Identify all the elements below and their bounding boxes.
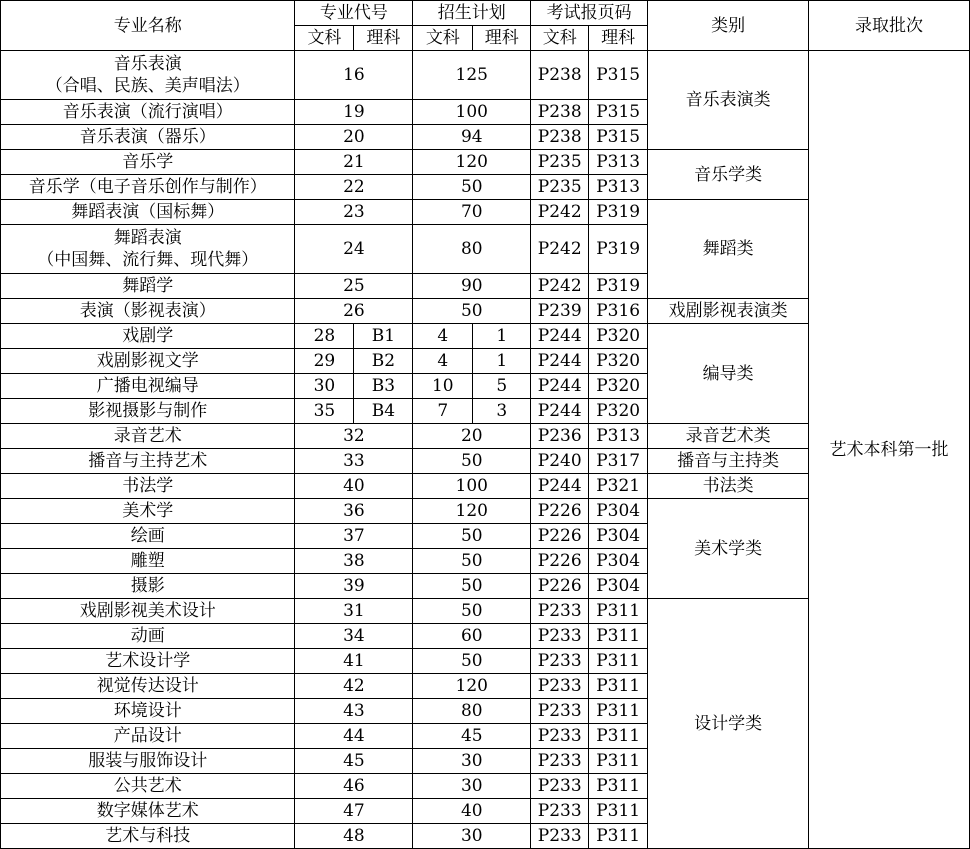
major-name-cell xyxy=(1,200,295,225)
page-li-cell: P317 xyxy=(589,449,648,474)
header-major-name: 专业名称 xyxy=(1,1,295,51)
code-cell: 23 xyxy=(295,200,413,225)
major-name-cell xyxy=(1,150,295,175)
page-wen-cell: P239 xyxy=(531,299,589,324)
major-name-cell xyxy=(1,175,295,200)
major-name: 音乐学 xyxy=(122,152,174,172)
plan-li-cell: 1 xyxy=(473,349,531,374)
page-wen-cell: P226 xyxy=(531,574,589,599)
code-cell: 46 xyxy=(295,774,413,799)
page-li-cell: P320 xyxy=(589,324,648,349)
category-cell: 编导类 xyxy=(648,324,809,424)
header-plan-wen: 文科 xyxy=(413,26,473,51)
code-cell: 47 xyxy=(295,799,413,824)
major-name-cell xyxy=(1,299,295,324)
plan-cell: 45 xyxy=(413,724,531,749)
code-li-cell: B2 xyxy=(354,349,413,374)
plan-cell: 90 xyxy=(413,274,531,299)
code-cell: 21 xyxy=(295,150,413,175)
page-wen-cell: P244 xyxy=(531,324,589,349)
major-name-cell xyxy=(1,599,295,624)
major-name: 公共艺术 xyxy=(113,776,182,796)
plan-cell: 50 xyxy=(413,299,531,324)
major-name: 音乐表演 xyxy=(113,54,182,74)
major-name: 表演（影视表演） xyxy=(79,301,216,321)
plan-cell: 70 xyxy=(413,200,531,225)
major-name-cell xyxy=(1,51,295,100)
major-name-cell xyxy=(1,799,295,824)
major-name: 音乐表演（流行演唱） xyxy=(62,102,233,122)
code-cell: 39 xyxy=(295,574,413,599)
plan-cell: 100 xyxy=(413,100,531,125)
plan-cell: 50 xyxy=(413,449,531,474)
major-name: 音乐表演（器乐） xyxy=(79,127,216,147)
page-li-cell: P311 xyxy=(589,674,648,699)
major-name: 舞蹈表演 xyxy=(113,228,182,248)
major-name: 舞蹈表演（国标舞） xyxy=(71,202,225,222)
page-li-cell: P313 xyxy=(589,175,648,200)
plan-cell: 30 xyxy=(413,774,531,799)
major-name-cell xyxy=(1,749,295,774)
page-wen-cell: P238 xyxy=(531,100,589,125)
header-plan-li: 理科 xyxy=(473,26,531,51)
plan-cell: 80 xyxy=(413,699,531,724)
plan-wen-cell: 7 xyxy=(413,399,473,424)
code-cell: 34 xyxy=(295,624,413,649)
category-cell: 音乐表演类 xyxy=(648,51,809,150)
major-name: 摄影 xyxy=(130,576,165,596)
major-name-cell xyxy=(1,499,295,524)
page-li-cell: P315 xyxy=(589,100,648,125)
page-li-cell: P311 xyxy=(589,699,648,724)
page-li-cell: P311 xyxy=(589,824,648,849)
code-cell: 19 xyxy=(295,100,413,125)
plan-cell: 20 xyxy=(413,424,531,449)
major-name: 产品设计 xyxy=(113,726,182,746)
page-li-cell: P311 xyxy=(589,799,648,824)
major-name-cell xyxy=(1,674,295,699)
code-wen-cell: 28 xyxy=(295,324,354,349)
code-li-cell: B3 xyxy=(354,374,413,399)
code-li-cell: B1 xyxy=(354,324,413,349)
page-li-cell: P311 xyxy=(589,774,648,799)
plan-cell: 50 xyxy=(413,649,531,674)
code-cell: 24 xyxy=(295,225,413,274)
page-wen-cell: P235 xyxy=(531,175,589,200)
plan-cell: 50 xyxy=(413,549,531,574)
major-name: 录音艺术 xyxy=(113,426,182,446)
major-name-cell xyxy=(1,724,295,749)
page-wen-cell: P233 xyxy=(531,674,589,699)
major-name-detail: （中国舞、流行舞、现代舞） xyxy=(37,250,259,270)
major-name: 音乐学（电子音乐创作与制作） xyxy=(28,177,267,197)
plan-cell: 30 xyxy=(413,824,531,849)
major-name-cell xyxy=(1,774,295,799)
major-name-cell xyxy=(1,100,295,125)
plan-cell: 50 xyxy=(413,574,531,599)
header-page-wen: 文科 xyxy=(531,26,589,51)
page-li-cell: P304 xyxy=(589,549,648,574)
page-li-cell: P316 xyxy=(589,299,648,324)
page-wen-cell: P233 xyxy=(531,799,589,824)
code-cell: 43 xyxy=(295,699,413,724)
code-wen-cell: 29 xyxy=(295,349,354,374)
page-li-cell: P311 xyxy=(589,649,648,674)
page-wen-cell: P236 xyxy=(531,424,589,449)
code-cell: 25 xyxy=(295,274,413,299)
major-name-cell xyxy=(1,324,295,349)
table-row xyxy=(1,51,970,100)
major-name: 动画 xyxy=(130,626,165,646)
code-cell: 26 xyxy=(295,299,413,324)
category-cell: 录音艺术类 xyxy=(648,424,809,449)
header-major-code: 专业代号 xyxy=(295,1,413,26)
major-name-cell xyxy=(1,449,295,474)
page-wen-cell: P233 xyxy=(531,749,589,774)
major-name-detail: （合唱、民族、美声唱法） xyxy=(45,76,250,96)
plan-cell: 30 xyxy=(413,749,531,774)
page-wen-cell: P233 xyxy=(531,599,589,624)
major-name-cell xyxy=(1,574,295,599)
code-wen-cell: 35 xyxy=(295,399,354,424)
code-cell: 38 xyxy=(295,549,413,574)
major-name: 广播电视编导 xyxy=(96,376,199,396)
page-wen-cell: P233 xyxy=(531,699,589,724)
major-name: 书法学 xyxy=(122,476,174,496)
code-cell: 33 xyxy=(295,449,413,474)
major-name-cell xyxy=(1,374,295,399)
page-li-cell: P321 xyxy=(589,474,648,499)
page-li-cell: P313 xyxy=(589,150,648,175)
major-name: 服装与服饰设计 xyxy=(88,751,208,771)
header-page-li: 理科 xyxy=(589,26,648,51)
code-cell: 45 xyxy=(295,749,413,774)
major-name: 影视摄影与制作 xyxy=(88,401,208,421)
plan-cell: 50 xyxy=(413,175,531,200)
code-cell: 22 xyxy=(295,175,413,200)
plan-cell: 120 xyxy=(413,150,531,175)
header-code-li: 理科 xyxy=(354,26,413,51)
major-name: 环境设计 xyxy=(113,701,182,721)
page-li-cell: P311 xyxy=(589,749,648,774)
code-cell: 32 xyxy=(295,424,413,449)
page-li-cell: P304 xyxy=(589,574,648,599)
header-code-wen: 文科 xyxy=(295,26,354,51)
plan-li-cell: 3 xyxy=(473,399,531,424)
plan-li-cell: 1 xyxy=(473,324,531,349)
plan-wen-cell: 10 xyxy=(413,374,473,399)
plan-cell: 120 xyxy=(413,499,531,524)
batch-cell: 艺术本科第一批 xyxy=(809,51,970,849)
page-li-cell: P304 xyxy=(589,499,648,524)
major-name-cell xyxy=(1,274,295,299)
code-cell: 37 xyxy=(295,524,413,549)
code-cell: 31 xyxy=(295,599,413,624)
page-li-cell: P311 xyxy=(589,624,648,649)
code-li-cell: B4 xyxy=(354,399,413,424)
page-wen-cell: P242 xyxy=(531,274,589,299)
page-li-cell: P319 xyxy=(589,225,648,274)
page-wen-cell: P226 xyxy=(531,549,589,574)
page-wen-cell: P233 xyxy=(531,774,589,799)
plan-li-cell: 5 xyxy=(473,374,531,399)
page-li-cell: P319 xyxy=(589,274,648,299)
code-cell: 40 xyxy=(295,474,413,499)
major-name-cell xyxy=(1,624,295,649)
code-cell: 48 xyxy=(295,824,413,849)
plan-cell: 125 xyxy=(413,51,531,100)
plan-cell: 120 xyxy=(413,674,531,699)
plan-cell: 94 xyxy=(413,125,531,150)
header-page: 考试报页码 xyxy=(531,1,648,26)
page-li-cell: P311 xyxy=(589,599,648,624)
major-name: 绘画 xyxy=(130,526,165,546)
page-li-cell: P319 xyxy=(589,200,648,225)
category-cell: 戏剧影视表演类 xyxy=(648,299,809,324)
major-name: 艺术与科技 xyxy=(105,826,191,846)
page-wen-cell: P233 xyxy=(531,649,589,674)
page-li-cell: P315 xyxy=(589,51,648,100)
major-name: 视觉传达设计 xyxy=(96,676,199,696)
plan-cell: 50 xyxy=(413,599,531,624)
page-li-cell: P313 xyxy=(589,424,648,449)
header-batch: 录取批次 xyxy=(809,1,970,51)
major-name: 舞蹈学 xyxy=(122,276,174,296)
code-cell: 36 xyxy=(295,499,413,524)
major-name-cell xyxy=(1,424,295,449)
page-wen-cell: P226 xyxy=(531,524,589,549)
major-name-cell xyxy=(1,649,295,674)
plan-cell: 80 xyxy=(413,225,531,274)
code-cell: 44 xyxy=(295,724,413,749)
page-li-cell: P320 xyxy=(589,374,648,399)
page-li-cell: P315 xyxy=(589,125,648,150)
major-name-cell xyxy=(1,524,295,549)
major-name: 美术学 xyxy=(122,501,174,521)
plan-cell: 100 xyxy=(413,474,531,499)
major-name: 播音与主持艺术 xyxy=(88,451,208,471)
code-wen-cell: 30 xyxy=(295,374,354,399)
category-cell: 音乐学类 xyxy=(648,150,809,200)
plan-wen-cell: 4 xyxy=(413,349,473,374)
plan-wen-cell: 4 xyxy=(413,324,473,349)
page-wen-cell: P233 xyxy=(531,824,589,849)
category-cell: 书法类 xyxy=(648,474,809,499)
page-wen-cell: P226 xyxy=(531,499,589,524)
page-li-cell: P320 xyxy=(589,349,648,374)
page-wen-cell: P235 xyxy=(531,150,589,175)
major-name-cell xyxy=(1,125,295,150)
plan-cell: 50 xyxy=(413,524,531,549)
plan-cell: 40 xyxy=(413,799,531,824)
major-name: 戏剧学 xyxy=(122,326,174,346)
plan-cell: 60 xyxy=(413,624,531,649)
page-wen-cell: P240 xyxy=(531,449,589,474)
major-name-cell xyxy=(1,699,295,724)
major-name-cell xyxy=(1,824,295,849)
page-wen-cell: P244 xyxy=(531,474,589,499)
major-name-cell xyxy=(1,225,295,274)
page-li-cell: P304 xyxy=(589,524,648,549)
major-name-cell xyxy=(1,399,295,424)
major-name-cell xyxy=(1,349,295,374)
code-cell: 20 xyxy=(295,125,413,150)
page-wen-cell: P233 xyxy=(531,624,589,649)
page-wen-cell: P242 xyxy=(531,225,589,274)
code-cell: 41 xyxy=(295,649,413,674)
header-plan: 招生计划 xyxy=(413,1,531,26)
page-wen-cell: P244 xyxy=(531,349,589,374)
major-name-cell xyxy=(1,474,295,499)
page-wen-cell: P238 xyxy=(531,125,589,150)
category-cell: 舞蹈类 xyxy=(648,200,809,299)
code-cell: 16 xyxy=(295,51,413,100)
page-wen-cell: P244 xyxy=(531,374,589,399)
page-wen-cell: P238 xyxy=(531,51,589,100)
major-name: 数字媒体艺术 xyxy=(96,801,199,821)
category-cell: 播音与主持类 xyxy=(648,449,809,474)
page-li-cell: P320 xyxy=(589,399,648,424)
page-li-cell: P311 xyxy=(589,724,648,749)
page-wen-cell: P233 xyxy=(531,724,589,749)
major-name: 艺术设计学 xyxy=(105,651,191,671)
major-name: 戏剧影视美术设计 xyxy=(79,601,216,621)
major-name-cell xyxy=(1,549,295,574)
category-cell: 设计学类 xyxy=(648,599,809,849)
page-wen-cell: P244 xyxy=(531,399,589,424)
table-body xyxy=(1,1,970,849)
major-name: 戏剧影视文学 xyxy=(96,351,199,371)
major-name: 雕塑 xyxy=(130,551,165,571)
code-cell: 42 xyxy=(295,674,413,699)
page-wen-cell: P242 xyxy=(531,200,589,225)
header-row-1 xyxy=(1,1,970,26)
category-cell: 美术学类 xyxy=(648,499,809,599)
header-category: 类别 xyxy=(648,1,809,51)
